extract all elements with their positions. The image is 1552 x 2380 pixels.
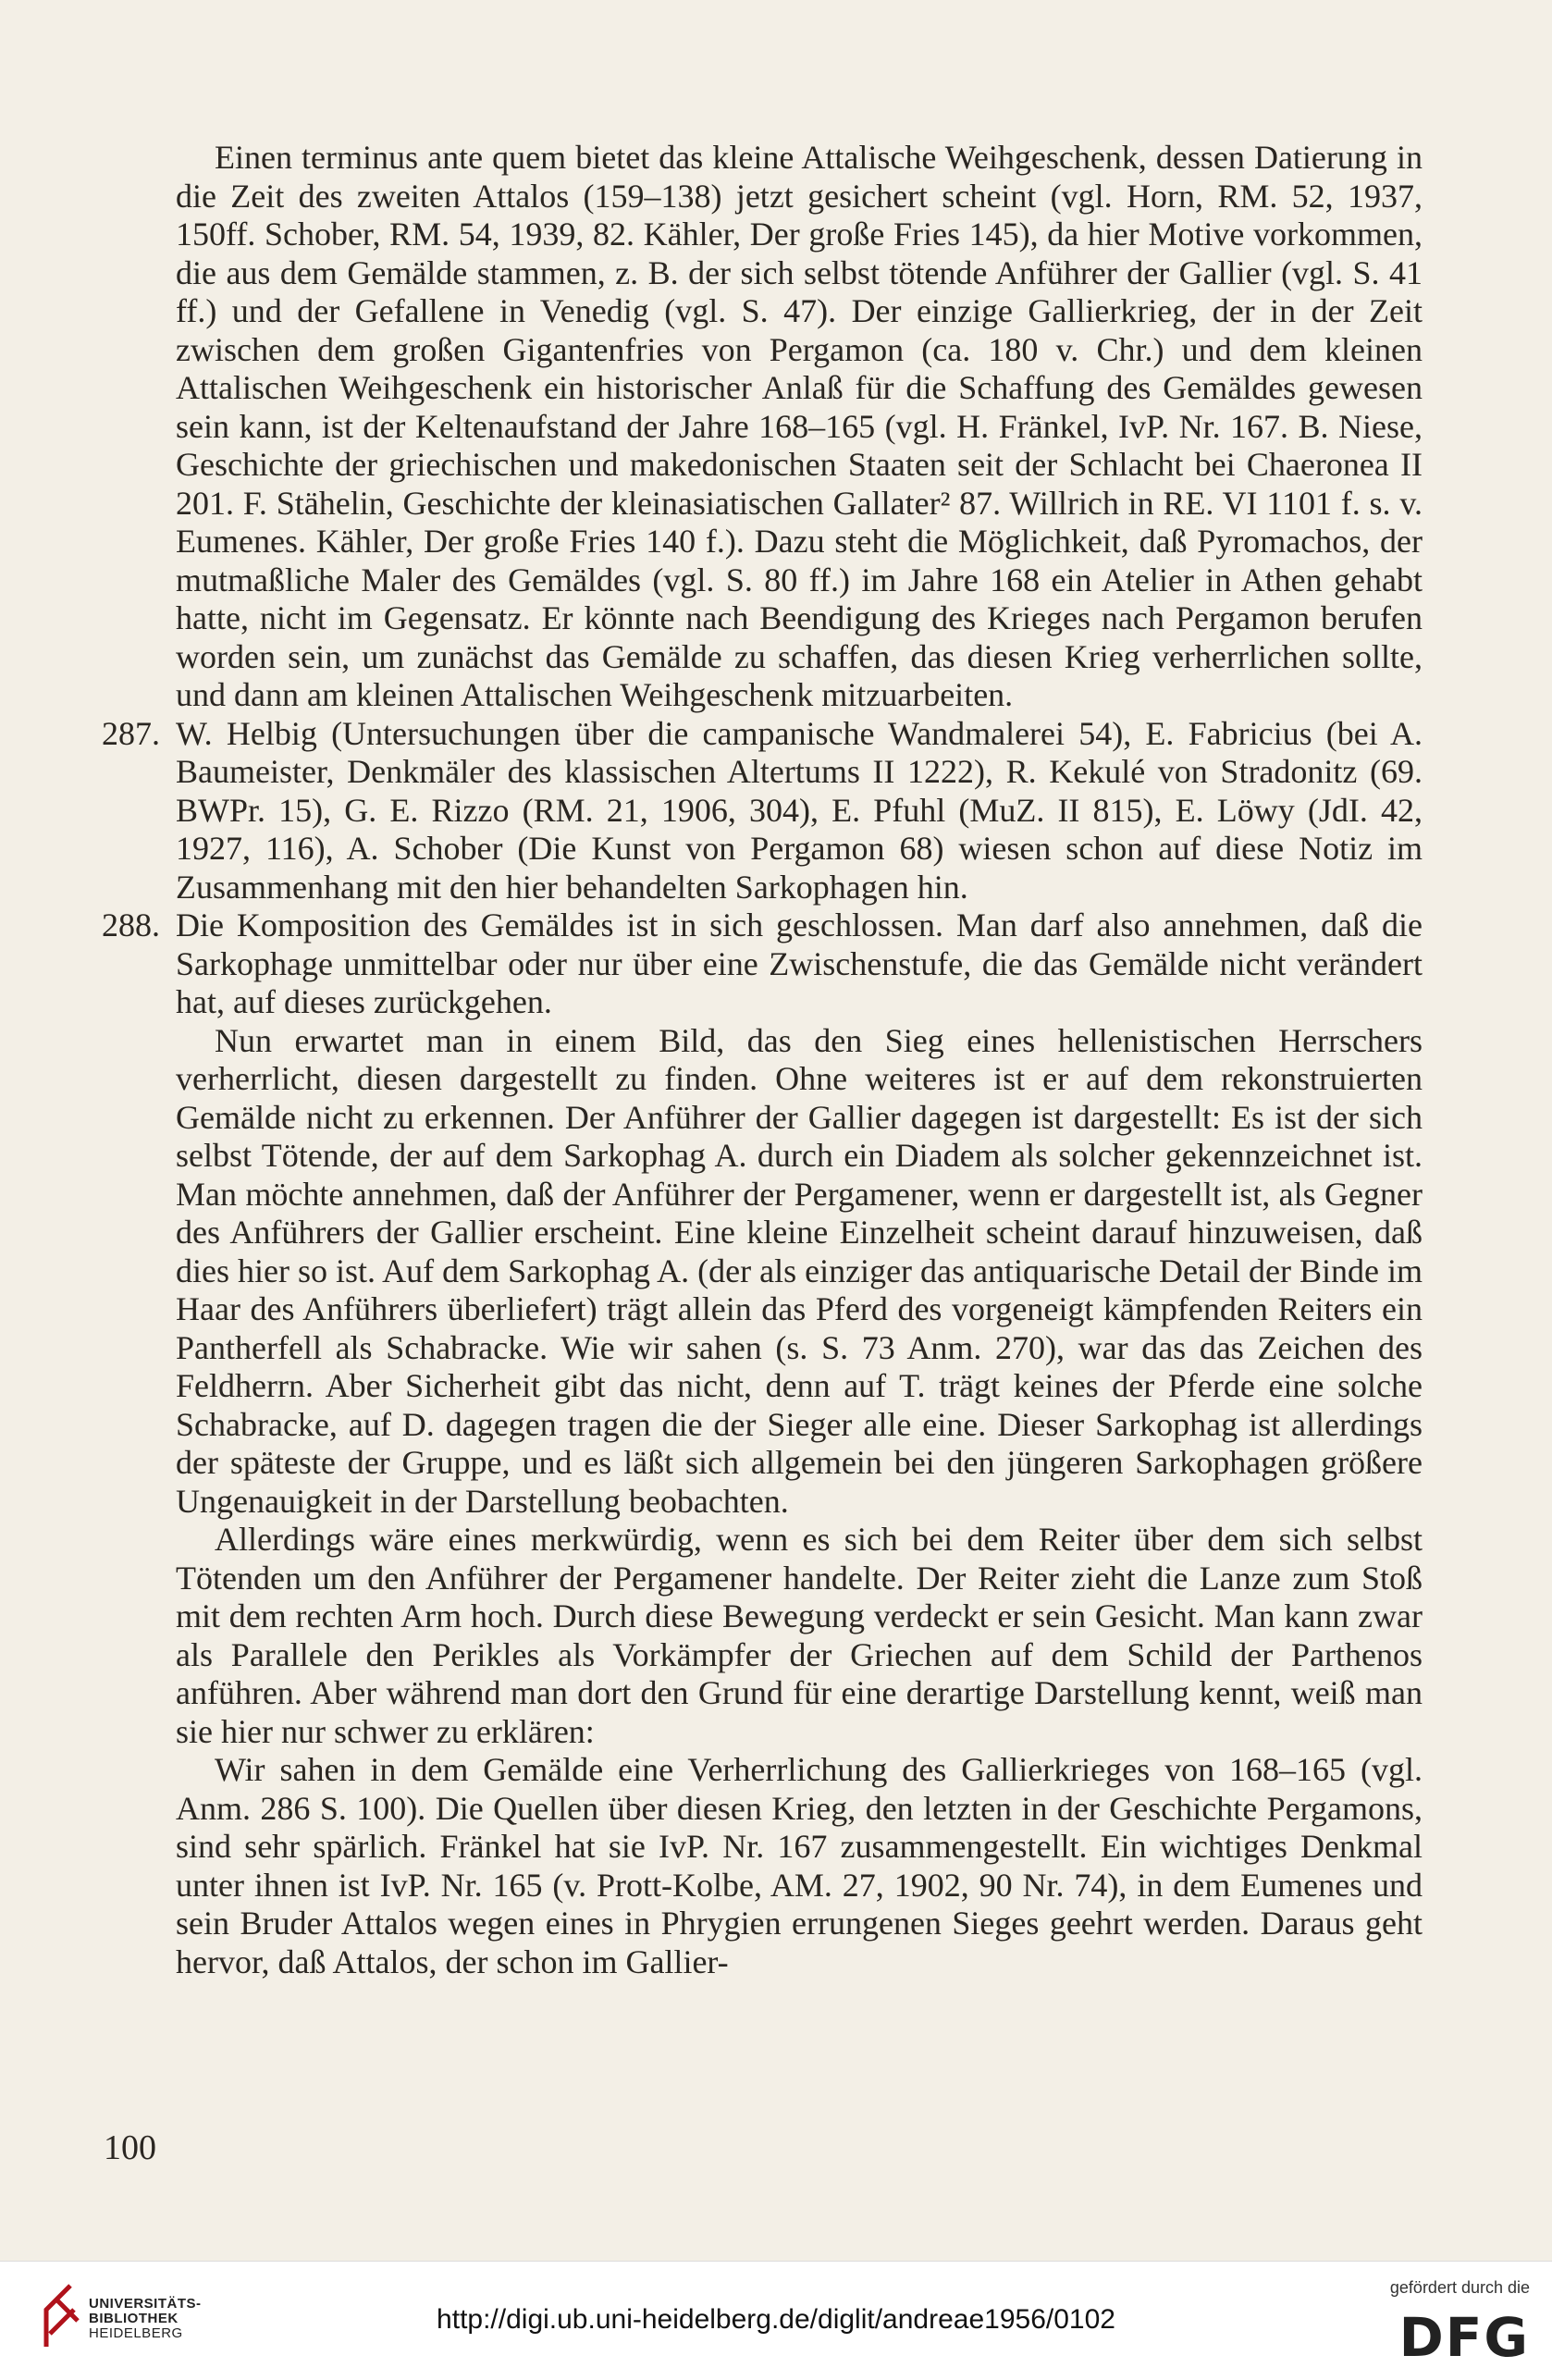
page-number: 100: [104, 2128, 156, 2167]
paragraph: Wir sahen in dem Gemälde eine Verherrlichung des Gallierkrieges von 168–165 (vgl. Anm. 286 S. 100). Die Quellen über diesen Krieg, den letzten in der Geschichte Pergamons, sind sehr spärlich. Fränkel hat sie IvP. Nr. 167 zusammengestellt. Ein wichtiges Denkmal unter ihnen ist IvP. Nr. 165 (v. Prott-Kolbe, AM. 27, 1902, 90 Nr. 74), in dem Eumenes und sein Bruder Attalos wegen eines in Phrygien errungenen Sieges geehrt werden. Daraus geht hervor, daß Attalos, der schon im Gallier-: [176, 1751, 1423, 1980]
paragraph: Einen terminus ante quem bietet das kleine Attalische Weihgeschenk, dessen Datierung in die Zeit des zweiten Attalos (159–138) jetzt gesichert scheint (vgl. Horn, RM. 52, 1937, 150ff. Schober, RM. 54, 1939, 82. Kähler, Der große Fries 145), da hier Motive vorkommen, die aus dem Gemälde stammen, z. B. der sich selbst tötende Anführer der Gallier (vgl. S. 41 ff.) und der Gefallene in Venedig (vgl. S. 47). Der einzige Gallierkrieg, der in der Zeit zwischen dem großen Gigantenfries von Pergamon (ca. 180 v. Chr.) und dem kleinen Attalischen Weihgeschenk ein historischer Anlaß für die Schaffung des Gemäldes gewesen sein kann, ist der Keltenaufstand der Jahre 168–165 (vgl. H. Fränkel, IvP. Nr. 167. B. Niese, Geschichte der griechischen und makedonischen Staaten seit der Schlacht bei Chaeronea II 201. F. Stähelin, Geschichte der kleinasiatischen Gallater² 87. Willrich in RE. VI 1101 f. s. v. Eumenes. Kähler, Der große Fries 140 f.). Dazu steht die Möglichkeit, daß Pyromachos, der mutmaßliche Maler des Gemäldes (vgl. S. 80 ff.) im Jahre 168 ein Atelier in Athen gehabt hatte, nicht im Gegensatz. Er könnte nach Beendigung des Krieges nach Pergamon berufen worden sein, um zunächst das Gemälde zu schaffen, das diesen Krieg verherrlichen sollte, und dann am kleinen Attalischen Weihgeschenk mitzuarbeiten.: [176, 139, 1423, 713]
viewer-footer: [0, 2261, 1552, 2380]
paragraph: Allerdings wäre eines merkwürdig, wenn es sich bei dem Reiter über dem sich selbst Tötenden um den Anführer der Pergamener handelte. Der Reiter zieht die Lanze zum Stoß mit dem rechten Arm hoch. Durch diese Bewegung verdeckt er sein Gesicht. Man kann zwar als Parallele den Perikles als Vorkämpfer der Griechen auf dem Schild der Parthenos anführen. Aber während man dort den Grund für eine derartige Darstellung kennt, weiß man sie hier nur schwer zu erklären:: [176, 1521, 1423, 1750]
paragraph: Nun erwartet man in einem Bild, das den Sieg eines hellenistischen Herrschers verherrlicht, diesen dargestellt zu finden. Ohne weiteres ist er auf dem rekonstruierten Gemälde nicht zu erkennen. Der Anführer der Gallier dagegen ist dargestellt: Es ist der sich selbst Tötende, der auf dem Sarkophag A. durch ein Diadem als solcher gekennzeichnet ist. Man möchte annehmen, daß der Anführer der Pergamener, wenn er dargestellt ist, als Gegner des Anführers der Gallier erscheint. Eine kleine Einzelheit scheint darauf hinzuweisen, daß dies hier so ist. Auf dem Sarkophag A. (der als einziger das antiquarische Detail der Binde im Haar des Anführers überliefert) trägt allein das Pferd des vorgeneigt kämpfenden Reiters ein Pantherfell als Schabracke. Wie wir sahen (s. S. 73 Anm. 270), war das das Zeichen des Feldherrn. Aber Sicherheit gibt das nicht, denn auf T. trägt keines der Pferde eine solche Schabracke, auf D. dagegen tragen die der Sieger alle eine. Dieser Sarkophag ist allerdings der späteste der Gruppe, und es läßt sich allgemein bei den jüngeren Sarkophagen größere Ungenauigkeit in der Darstellung beobachten.: [176, 1021, 1423, 1520]
footnote-number: 287.: [102, 714, 160, 752]
library-name: UNIVERSITÄTS- BIBLIOTHEK HEIDELBERG: [89, 2296, 202, 2341]
permalink-url[interactable]: http://digi.ub.uni-heidelberg.de/diglit/andreae1956/0102: [437, 2304, 1115, 2335]
footnote: [102, 906, 1423, 1022]
dfg-logo: DFG: [1398, 2306, 1530, 2369]
footnote: [102, 714, 1423, 907]
footnote-text: Die Komposition des Gemäldes ist in sich geschlossen. Man darf also annehmen, daß die Sarkophage unmittelbar oder nur über eine Zwischenstufe, die das Gemälde nicht verändert hat, auf dieses zurückgehen.: [176, 906, 1423, 1020]
funded-by-label: gefördert durch die: [1389, 2278, 1530, 2297]
body-text: [102, 139, 1423, 1981]
footnote-text: W. Helbig (Untersuchungen über die campanische Wandmalerei 54), E. Fabricius (bei A. Baumeister, Denkmäler des klassischen Altertums II 1222), R. Kekulé von Stradonitz (69. BWPr. 15), G. E. Rizzo (RM. 21, 1906, 304), E. Pfuhl (MuZ. II 815), E. Löwy (JdI. 42, 1927, 116), A. Schober (Die Kunst von Pergamon 68) wiesen schon auf diese Notiz im Zusammenhang mit den hier behandelten Sarkophagen hin.: [176, 714, 1423, 906]
footnote-number: 288.: [102, 906, 160, 943]
